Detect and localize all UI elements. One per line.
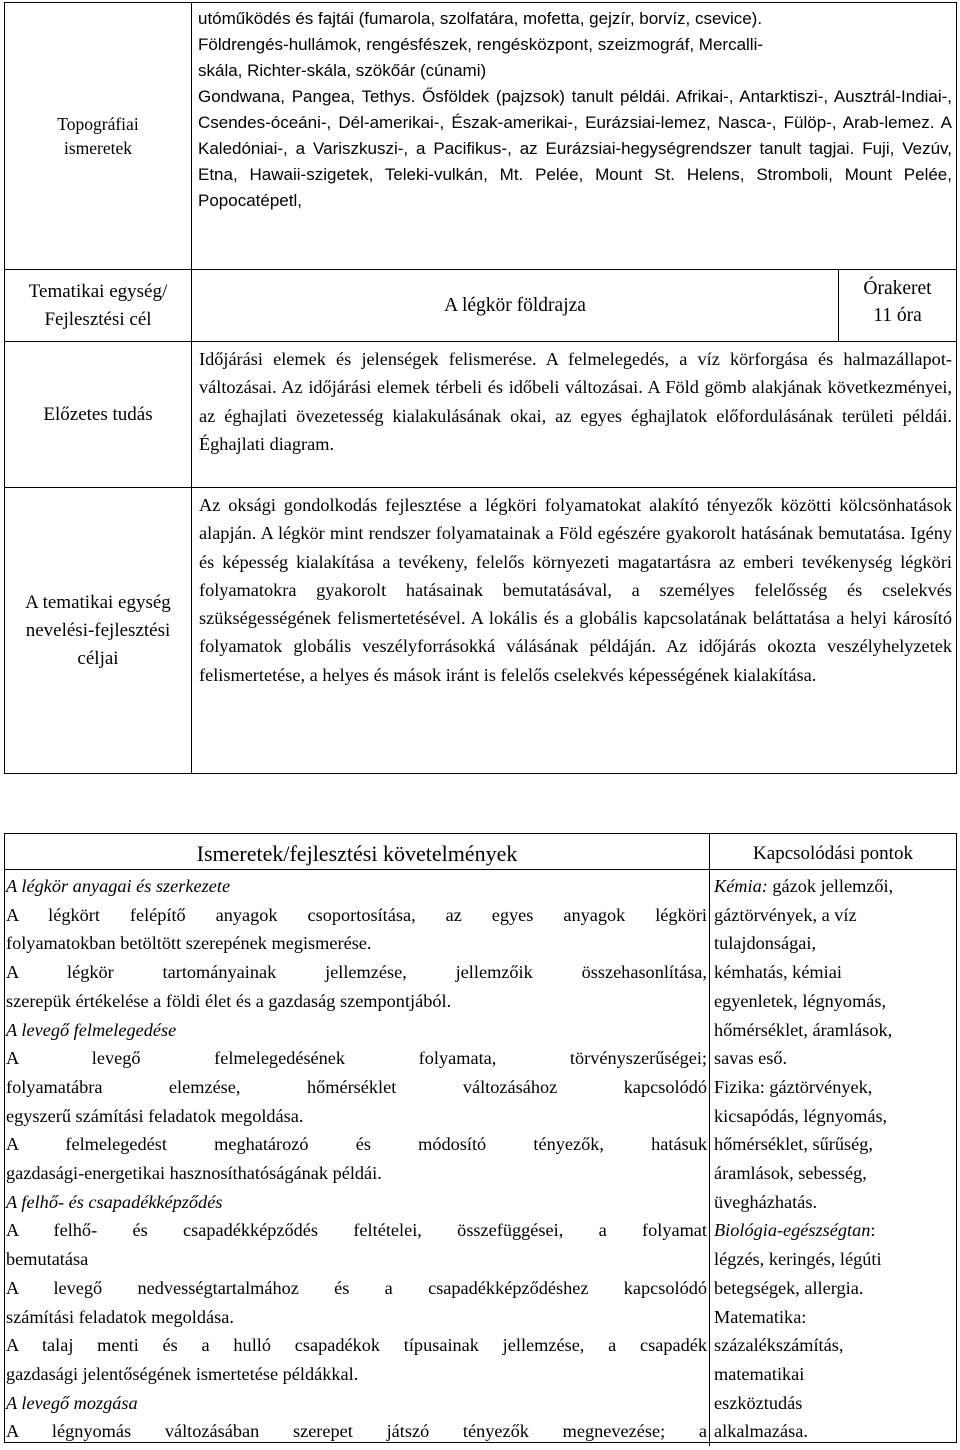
prior-label-cell bbox=[5, 342, 192, 487]
requirement-line: A légkört felépítő anyagok csoportosítása, az egyes anyagok légköri bbox=[6, 904, 707, 925]
connection-text: alkalmazása. bbox=[714, 1421, 808, 1442]
connection-line bbox=[714, 1073, 954, 1102]
connection-line bbox=[714, 1188, 954, 1217]
subject-name: Biológia-egészségtan bbox=[714, 1220, 871, 1241]
connection-line bbox=[714, 958, 954, 987]
connection-text: hőmérséklet, áramlások, bbox=[714, 1019, 893, 1040]
topography-paragraph: Gondwana, Pangea, Tethys. Ősföldek (pajzsok) tanult példái. Afrikai-, Antarktiszi-, Ausztrál-Indiai-, Csendes-óceáni-, Dél-amerikai-, Észak-amerikai-, Eurázsiai-lemez, Nasca-, Fülöp-, Arab-lemez. A Kaledóniai-, a Variszkuszi-, a Pacifikus-, az Eurázsiai-hegységrendszer tanult tagjai. Fuji, Vezúv, Etna, Hawaii-szigetek, Teleki-vulkán, Mt. Pelée, Mount St. Helens, Stromboli, Mount Pelée, Popocatépetl, bbox=[198, 87, 952, 210]
connections-header: Kapcsolódási pontok bbox=[753, 842, 913, 864]
connections-column bbox=[710, 870, 956, 1446]
lower-body-row bbox=[5, 870, 956, 1446]
connection-line bbox=[714, 1417, 954, 1446]
requirement-line: A felmelegedést meghatározó és módosító tényezők, hatásuk bbox=[6, 1134, 707, 1155]
connection-text: gáztörvények, a víz bbox=[714, 904, 857, 925]
connection-line bbox=[714, 1245, 954, 1274]
section-heading: A légkör anyagai és szerkezete bbox=[6, 876, 231, 896]
connection-text: kicsapódás, légnyomás, bbox=[714, 1105, 888, 1126]
curriculum-table-upper bbox=[4, 2, 957, 774]
connection-text: Matematika: bbox=[714, 1306, 807, 1327]
connection-line bbox=[714, 1389, 954, 1418]
connection-text: egyenletek, légnyomás, bbox=[714, 990, 887, 1011]
prior-knowledge-row bbox=[5, 341, 956, 487]
requirement-line: A légnyomás változásában szerepet játszó tényezők megnevezése; a bbox=[6, 1421, 707, 1442]
hours-box bbox=[839, 270, 956, 341]
topography-content bbox=[192, 3, 956, 269]
requirements-header: Ismeretek/fejlesztési követelmények bbox=[5, 834, 710, 869]
requirement-line: gazdasági jelentőségének ismertetése példákkal. bbox=[6, 1363, 359, 1384]
hours-label: Órakeret bbox=[863, 278, 932, 299]
connection-text: üvegházhatás. bbox=[714, 1191, 818, 1212]
prior-knowledge-label: Előzetes tudás bbox=[43, 403, 153, 425]
topography-line: utóműködés és fajtái (fumarola, szolfatára, mofetta, gejzír, borvíz, csevice). bbox=[198, 9, 763, 28]
requirement-line: A talaj menti és a hulló csapadékok típusainak jellemzése, a csapadék bbox=[6, 1335, 707, 1356]
theme-content bbox=[192, 270, 956, 341]
connection-line bbox=[714, 1331, 954, 1360]
connection-text: százalékszámítás, bbox=[714, 1335, 844, 1356]
connection-line bbox=[714, 987, 954, 1016]
connection-line bbox=[714, 1016, 954, 1045]
connection-text: gázok jellemzői, bbox=[767, 876, 894, 896]
requirement-line: szerepük értékelése a földi élet és a gazdaság szempontjából. bbox=[6, 990, 452, 1011]
hours-value: 11 óra bbox=[873, 305, 922, 326]
subject-name: Kémia: bbox=[714, 876, 768, 896]
prior-knowledge-text: Időjárási elemek és jelenségek felismerése. A felmelegedés, a víz körforgása és halmazállapot-változásai. Az időjárási elemek térbeli és időbeli változásai. A Föld gömb alakjának következményei, az éghajlati övezetesség kialakulásának okai, az egyes éghajlatok előfordulásának területi példái. Éghajlati diagram. bbox=[199, 349, 952, 454]
goals-content bbox=[192, 488, 956, 773]
connection-line bbox=[714, 1274, 954, 1303]
requirement-line: számítási feladatok megoldása. bbox=[6, 1306, 234, 1327]
connection-line bbox=[714, 1130, 954, 1159]
requirement-line: A levegő nedvességtartalmához és a csapadékképződéshez kapcsolódó bbox=[6, 1277, 707, 1298]
curriculum-table-lower bbox=[4, 833, 957, 1443]
theme-label: Tematikai egység/ Fejlesztési cél bbox=[28, 280, 168, 330]
connection-text: kémhatás, kémiai bbox=[714, 962, 842, 983]
connection-line bbox=[714, 1216, 954, 1245]
requirement-line: bemutatása bbox=[6, 1249, 89, 1270]
topography-line: skála, Richter-skála, szökőár (cúnami) bbox=[198, 61, 487, 80]
connection-text: Fizika: gáztörvények, bbox=[714, 1076, 873, 1097]
goals-text: Az oksági gondolkodás fejlesztése a légköri folyamatokat alakító tényezők közötti kölcsönhatások alapján. A légkör mint rendszer folyamatainak a Föld egészére gyakorolt hatásának bemutatása. Igény és képesség kialakítása a tevékeny, felelős környezeti magatartásra az emberi tevékenység légköri folyamatokra gyakorolt hatásainak bemutatásával, a személyes felelősség és cselekvés szükségességének felismertetésével. A lokális és a globális kapcsolatának beláttatása a helyi károsító folyamatok globális veszélyforrásokká válásának példáján. Az időjárás okozta veszélyhelyzetek felismertetése, a helyes és mások iránt is felelős cselekvés képességének kialakítása. bbox=[199, 495, 952, 685]
connection-text: savas eső. bbox=[714, 1048, 788, 1069]
goals-label: A tematikai egység nevelési-fejlesztési céljai bbox=[25, 591, 171, 669]
connection-text: matematikai bbox=[714, 1363, 805, 1384]
section-heading: A levegő mozgása bbox=[6, 1392, 138, 1413]
topography-line: Földrengés-hullámok, rengésfészek, rengésközpont, szeizmográf, Mercalli- bbox=[198, 35, 764, 54]
connection-line bbox=[714, 872, 954, 901]
connection-text: áramlások, sebesség, bbox=[714, 1163, 867, 1184]
requirement-line: gazdasági-energetikai hasznosíthatóságának példái. bbox=[6, 1163, 382, 1184]
connection-text: tulajdonságai, bbox=[714, 933, 817, 954]
requirement-line: A levegő felmelegedésének folyamata, törvényszerűségei; bbox=[6, 1048, 707, 1069]
lower-header-row bbox=[5, 834, 956, 870]
connection-line bbox=[714, 1159, 954, 1188]
connection-line bbox=[714, 1360, 954, 1389]
prior-knowledge-content bbox=[192, 342, 956, 487]
connection-line bbox=[714, 929, 954, 958]
theme-row bbox=[5, 269, 956, 341]
theme-label-cell bbox=[5, 270, 192, 341]
connection-line bbox=[714, 901, 954, 930]
goals-label-cell bbox=[5, 488, 192, 773]
requirement-line: egyszerű számítási feladatok megoldása. bbox=[6, 1105, 304, 1126]
connection-text: eszköztudás bbox=[714, 1392, 803, 1413]
connection-text: hőmérséklet, sűrűség, bbox=[714, 1134, 873, 1155]
requirement-line: folyamatokban betöltött szerepének megismerése. bbox=[6, 933, 372, 954]
section-heading: A felhő- és csapadékképződés bbox=[6, 1191, 223, 1212]
topography-row bbox=[5, 3, 956, 269]
requirement-line: folyamatábra elemzése, hőmérséklet változásához kapcsolódó bbox=[6, 1076, 707, 1097]
goals-row bbox=[5, 487, 956, 773]
connection-line bbox=[714, 1102, 954, 1131]
section-heading: A levegő felmelegedése bbox=[6, 1019, 177, 1040]
topography-label: Topográfiai ismeretek bbox=[57, 114, 139, 158]
connection-line bbox=[714, 1044, 954, 1073]
topography-label-cell bbox=[5, 3, 192, 269]
connection-text: légzés, keringés, légúti bbox=[714, 1249, 882, 1270]
connection-text: betegségek, allergia. bbox=[714, 1277, 864, 1298]
requirement-line: A felhő- és csapadékképződés feltételei, összefüggései, a folyamat bbox=[6, 1220, 707, 1241]
theme-title: A légkör földrajza bbox=[192, 270, 839, 341]
requirements-column bbox=[5, 870, 710, 1446]
connection-line bbox=[714, 1303, 954, 1332]
requirement-line: A légkör tartományainak jellemzése, jellemzőik összehasonlítása, bbox=[6, 962, 707, 983]
connection-text: : bbox=[870, 1220, 876, 1241]
